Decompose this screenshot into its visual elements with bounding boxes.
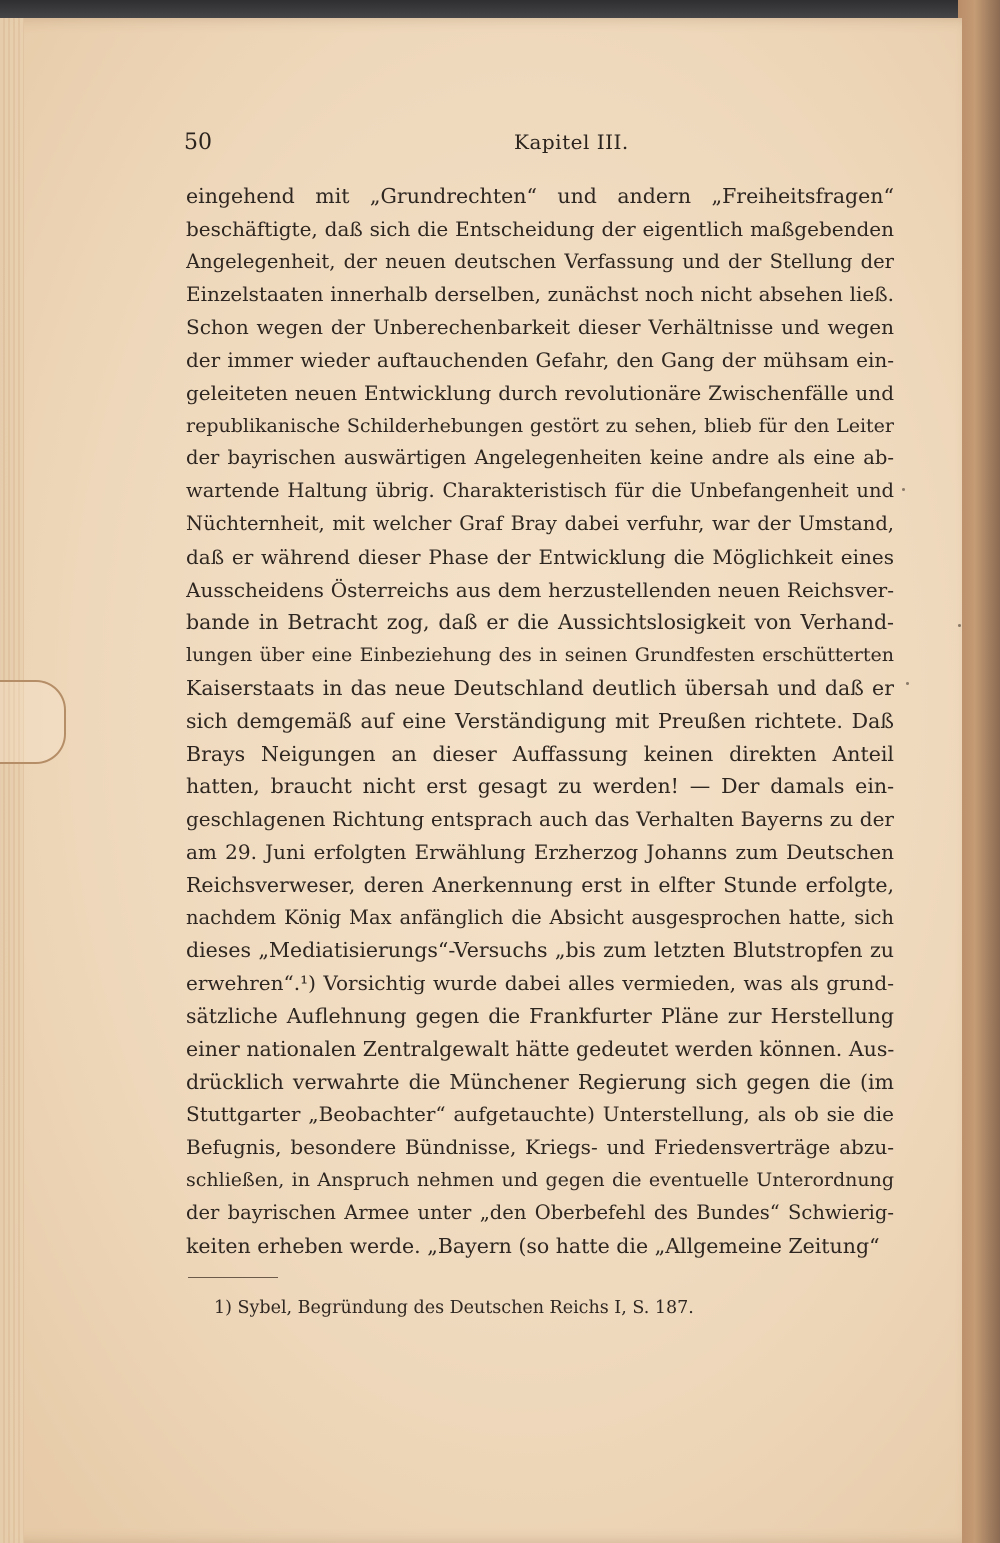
text-line: schließen, in Anspruch nehmen und gegen die eventuelle Unterordnung: [186, 1168, 894, 1191]
text-line: der immer wieder auftauchenden Gefahr, den Gang der mühsam ein-: [186, 347, 894, 372]
paper-speck: [958, 624, 961, 627]
text-line: Befugnis, besondere Bündnisse, Kriegs- und Friedensverträge abzu-: [186, 1135, 894, 1160]
text-line: bande in Betracht zog, daß er die Aussichtslosigkeit von Verhand-: [186, 610, 894, 635]
text-line: hatten, braucht nicht erst gesagt zu werden! — Der damals ein-: [186, 774, 894, 799]
text-line: drücklich verwahrte die Münchener Regierung sich gegen die (im: [186, 1069, 894, 1094]
page-number: 50: [184, 130, 212, 155]
text-line: geschlagenen Richtung entsprach auch das Verhalten Bayerns zu der: [186, 807, 894, 832]
text-line: wartende Haltung übrig. Charakteristisch für die Unbefangenheit und: [186, 479, 894, 503]
text-line: sich demgemäß auf eine Verständigung mit Preußen richtete. Daß: [186, 708, 894, 733]
page-header: [184, 130, 896, 160]
text-line: Einzelstaaten innerhalb derselben, zunächst noch nicht absehen ließ.: [186, 282, 894, 307]
text-line: einer nationalen Zentralgewalt hätte gedeutet werden können. Aus-: [186, 1036, 894, 1061]
footnote: 1) Sybel, Begründung des Deutschen Reichs I, S. 187.: [214, 1298, 694, 1318]
page-right-edge: [958, 0, 1000, 1543]
text-line: Reichsverweser, deren Anerkennung erst in elfter Stunde erfolgte,: [186, 872, 894, 897]
text-line: Nüchternheit, mit welcher Graf Bray dabei verfuhr, war der Umstand,: [186, 511, 894, 535]
text-line: Angelegenheit, der neuen deutschen Verfassung und der Stellung der: [186, 249, 894, 273]
paper-speck: [906, 682, 909, 685]
text-line: republikanische Schilderhebungen gestört zu sehen, blieb für den Leiter: [186, 414, 894, 437]
page-stack-edges: [0, 18, 24, 1543]
text-line: Brays Neigungen an dieser Auffassung keinen direkten Anteil: [186, 741, 894, 766]
text-line: am 29. Juni erfolgten Erwählung Erzherzog Johanns zum Deutschen: [186, 839, 894, 864]
text-line: erwehren“.¹) Vorsichtig wurde dabei alles vermieden, was als grund-: [186, 971, 894, 996]
footnote-rule: [188, 1277, 278, 1278]
text-line: dieses „Mediatisierungs“-Versuchs „bis zum letzten Blutstropfen zu: [186, 938, 894, 963]
running-head: Kapitel III.: [514, 130, 629, 154]
text-line: keiten erheben werde. „Bayern (so hatte die „Allgemeine Zeitung“: [186, 1233, 880, 1258]
text-line: nachdem König Max anfänglich die Absicht ausgesprochen hatte, sich: [186, 905, 894, 929]
paper-speck: [902, 488, 905, 491]
page-edge-tab: [0, 680, 66, 764]
text-line: eingehend mit „Grundrechten“ und andern „Freiheitsfragen“: [186, 184, 894, 208]
text-line: Schon wegen der Unberechenbarkeit dieser Verhältnisse und wegen: [186, 315, 894, 340]
text-line: der bayrischen auswärtigen Angelegenheiten keine andre als eine ab-: [186, 446, 894, 470]
text-line: der bayrischen Armee unter „den Oberbefehl des Bundes“ Schwierig-: [186, 1200, 894, 1224]
text-line: lungen über eine Einbeziehung des in seinen Grundfesten erschütterten: [186, 644, 894, 667]
body-text: [186, 180, 894, 1262]
text-line: Stuttgarter „Beobachter“ aufgetauchte) Unterstellung, als ob sie die: [186, 1102, 894, 1127]
text-line: daß er während dieser Phase der Entwicklung die Möglichkeit eines: [186, 544, 894, 569]
text-line: beschäftigte, daß sich die Entscheidung der eigentlich maßgebenden: [186, 216, 894, 241]
text-line: Ausscheidens Österreichs aus dem herzustellenden neuen Reichsver-: [186, 577, 894, 602]
text-line: sätzliche Auflehnung gegen die Frankfurter Pläne zur Herstellung: [186, 1003, 894, 1028]
text-line: Kaiserstaats in das neue Deutschland deutlich übersah und daß er: [186, 675, 894, 700]
text-line: geleiteten neuen Entwicklung durch revolutionäre Zwischenfälle und: [186, 380, 894, 405]
